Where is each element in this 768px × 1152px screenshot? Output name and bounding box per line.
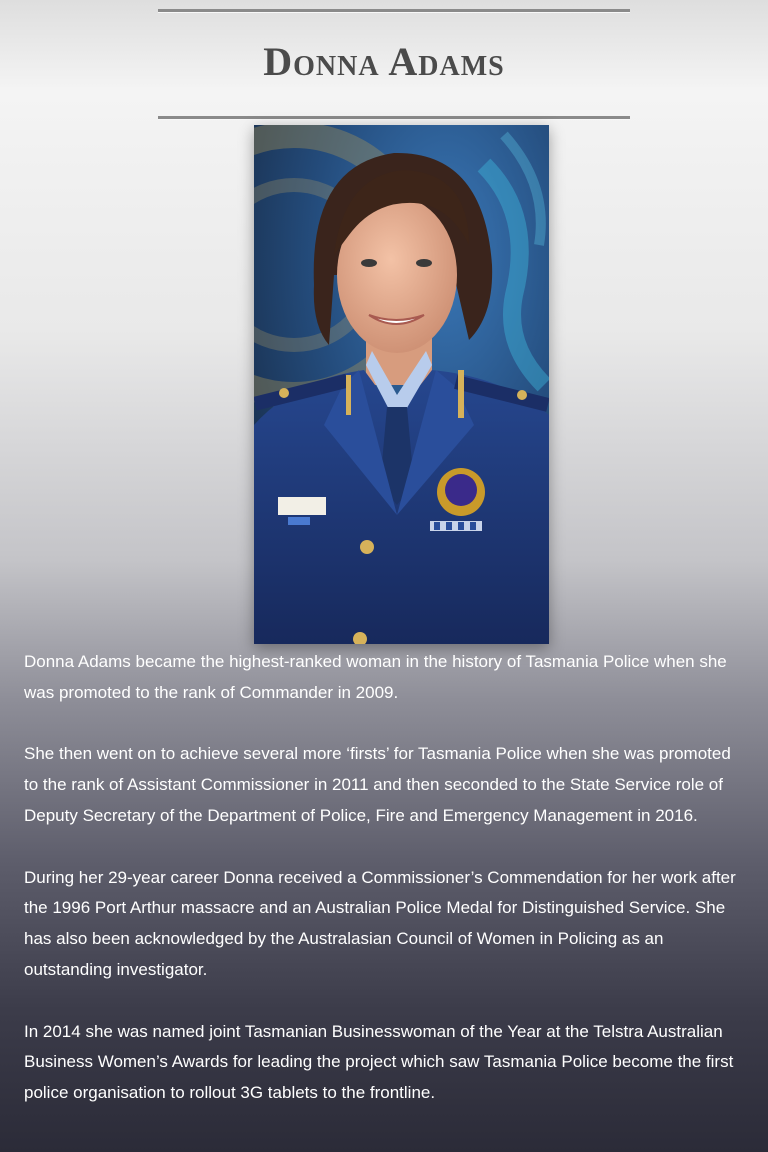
bottom-divider — [158, 116, 630, 120]
top-divider — [158, 9, 630, 13]
portrait-photo — [254, 125, 549, 644]
bio-text — [24, 647, 748, 1140]
page-title: Donna Adams — [263, 39, 505, 84]
bio-paragraph: In 2014 she was named joint Tasmanian Businesswoman of the Year at the Telstra Australian Business Women’s Awards for leading the project which saw Tasmania Police become the first police organisation to rollout 3G tablets to the frontline. — [24, 1021, 734, 1103]
bio-paragraph: Donna Adams became the highest-ranked woman in the history of Tasmania Police when she was promoted to the rank of Commander in 2009. — [24, 652, 727, 702]
bio-paragraph: During her 29-year career Donna received a Commissioner’s Commendation for her work after the 1996 Port Arthur massacre and an Australian Police Medal for Distinguished Service. She has also been acknowledged by the Australasian Council of Women in Policing as an outstanding investigator. — [24, 867, 736, 979]
bio-paragraph: She then went on to achieve several more ‘firsts’ for Tasmania Police when she was promoted to the rank of Assistant Commissioner in 2011 and then seconded to the State Service role of Deputy Secretary of the Department of Police, Fire and Emergency Management in 2016. — [24, 744, 731, 825]
